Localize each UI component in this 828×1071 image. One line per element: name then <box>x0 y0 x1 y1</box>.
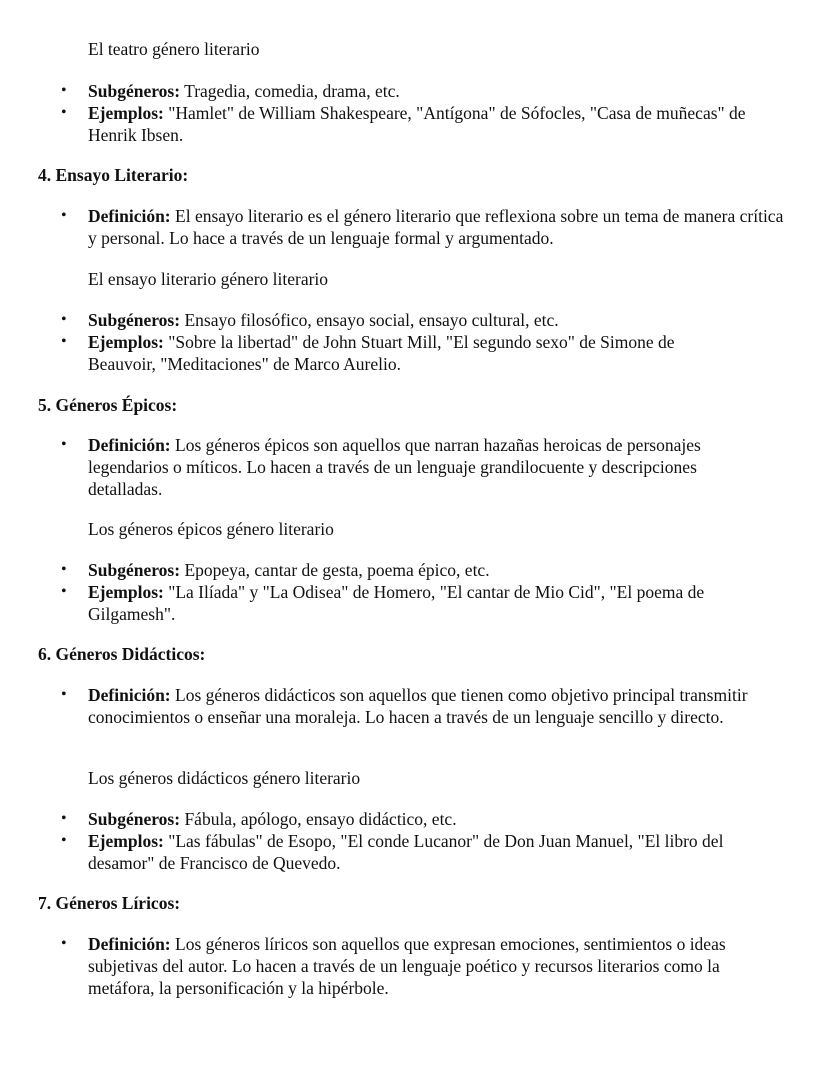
ejemplos-text: "Las fábulas" de Esopo, "El conde Lucanor" de Don Juan Manuel, "El libro del desamor" de Francisco de Quevedo. <box>88 831 724 873</box>
list-item <box>88 933 788 999</box>
didacticos-definition-list <box>88 684 788 728</box>
subgeneros-label: Subgéneros: <box>88 809 181 829</box>
definicion-label: Definición: <box>88 934 171 954</box>
subgeneros-text: Epopeya, cantar de gesta, poema épico, etc. <box>180 560 490 580</box>
definicion-label: Definición: <box>88 435 171 455</box>
list-item <box>88 581 778 625</box>
list-item <box>88 830 788 874</box>
definicion-text: Los géneros líricos son aquellos que expresan emociones, sentimientos o ideas subjetivas del autor. Lo hacen a través de un lenguaje poético y recursos literarios como la metáfora, la personificación y la hipérbole. <box>88 934 726 998</box>
section-heading: 7. Géneros Líricos: <box>38 893 181 913</box>
list-item <box>88 684 788 728</box>
ejemplos-label: Ejemplos: <box>88 831 164 851</box>
subgeneros-text: Ensayo filosófico, ensayo social, ensayo cultural, etc. <box>180 310 559 330</box>
teatro-list <box>88 80 788 146</box>
ejemplos-label: Ejemplos: <box>88 103 164 123</box>
definicion-text: Los géneros épicos son aquellos que narran hazañas heroicas de personajes legendarios o míticos. Lo hacen a través de un lenguaje grandilocuente y descripciones detalladas. <box>88 435 701 499</box>
list-item <box>88 205 793 249</box>
definicion-label: Definición: <box>88 685 171 705</box>
subgeneros-text: Fábula, apólogo, ensayo didáctico, etc. <box>180 809 457 829</box>
epicos-list <box>88 559 778 625</box>
list-item <box>88 309 738 331</box>
ensayo-definition-list <box>88 205 793 249</box>
definicion-text: Los géneros didácticos son aquellos que tienen como objetivo principal transmitir conocimientos o enseñar una moraleja. Lo hacen a través de un lenguaje sencillo y directo. <box>88 685 748 727</box>
ensayo-caption: El ensayo literario género literario <box>88 269 329 289</box>
didacticos-list <box>88 808 788 874</box>
subgeneros-label: Subgéneros: <box>88 310 181 330</box>
section-heading: 6. Géneros Didácticos: <box>38 644 206 664</box>
subgeneros-label: Subgéneros: <box>88 560 181 580</box>
list-item <box>88 102 788 146</box>
list-item <box>88 331 738 375</box>
list-item <box>88 80 788 102</box>
subgeneros-text: Tragedia, comedia, drama, etc. <box>180 81 400 101</box>
subgeneros-label: Subgéneros: <box>88 81 181 101</box>
ensayo-list <box>88 309 738 375</box>
teatro-caption: El teatro género literario <box>88 39 260 59</box>
list-item <box>88 808 788 830</box>
ejemplos-label: Ejemplos: <box>88 582 164 602</box>
ejemplos-text: "Sobre la libertad" de John Stuart Mill, "El segundo sexo" de Simone de Beauvoir, "Meditaciones" de Marco Aurelio. <box>88 332 675 374</box>
list-item <box>88 434 768 500</box>
list-item <box>88 559 778 581</box>
ejemplos-text: "La Ilíada" y "La Odisea" de Homero, "El cantar de Mio Cid", "El poema de Gilgamesh". <box>88 582 705 624</box>
section-heading: 5. Géneros Épicos: <box>38 395 178 415</box>
epicos-definition-list <box>88 434 768 500</box>
definicion-text: El ensayo literario es el género literario que reflexiona sobre un tema de manera crítica y personal. Lo hace a través de un lenguaje formal y argumentado. <box>88 206 784 248</box>
liricos-definition-list <box>88 933 788 999</box>
section-heading: 4. Ensayo Literario: <box>38 165 189 185</box>
didacticos-caption: Los géneros didácticos género literario <box>88 768 361 788</box>
ejemplos-label: Ejemplos: <box>88 332 164 352</box>
epicos-caption: Los géneros épicos género literario <box>88 519 334 539</box>
definicion-label: Definición: <box>88 206 171 226</box>
ejemplos-text: "Hamlet" de William Shakespeare, "Antígona" de Sófocles, "Casa de muñecas" de Henrik Ibsen. <box>88 103 746 145</box>
